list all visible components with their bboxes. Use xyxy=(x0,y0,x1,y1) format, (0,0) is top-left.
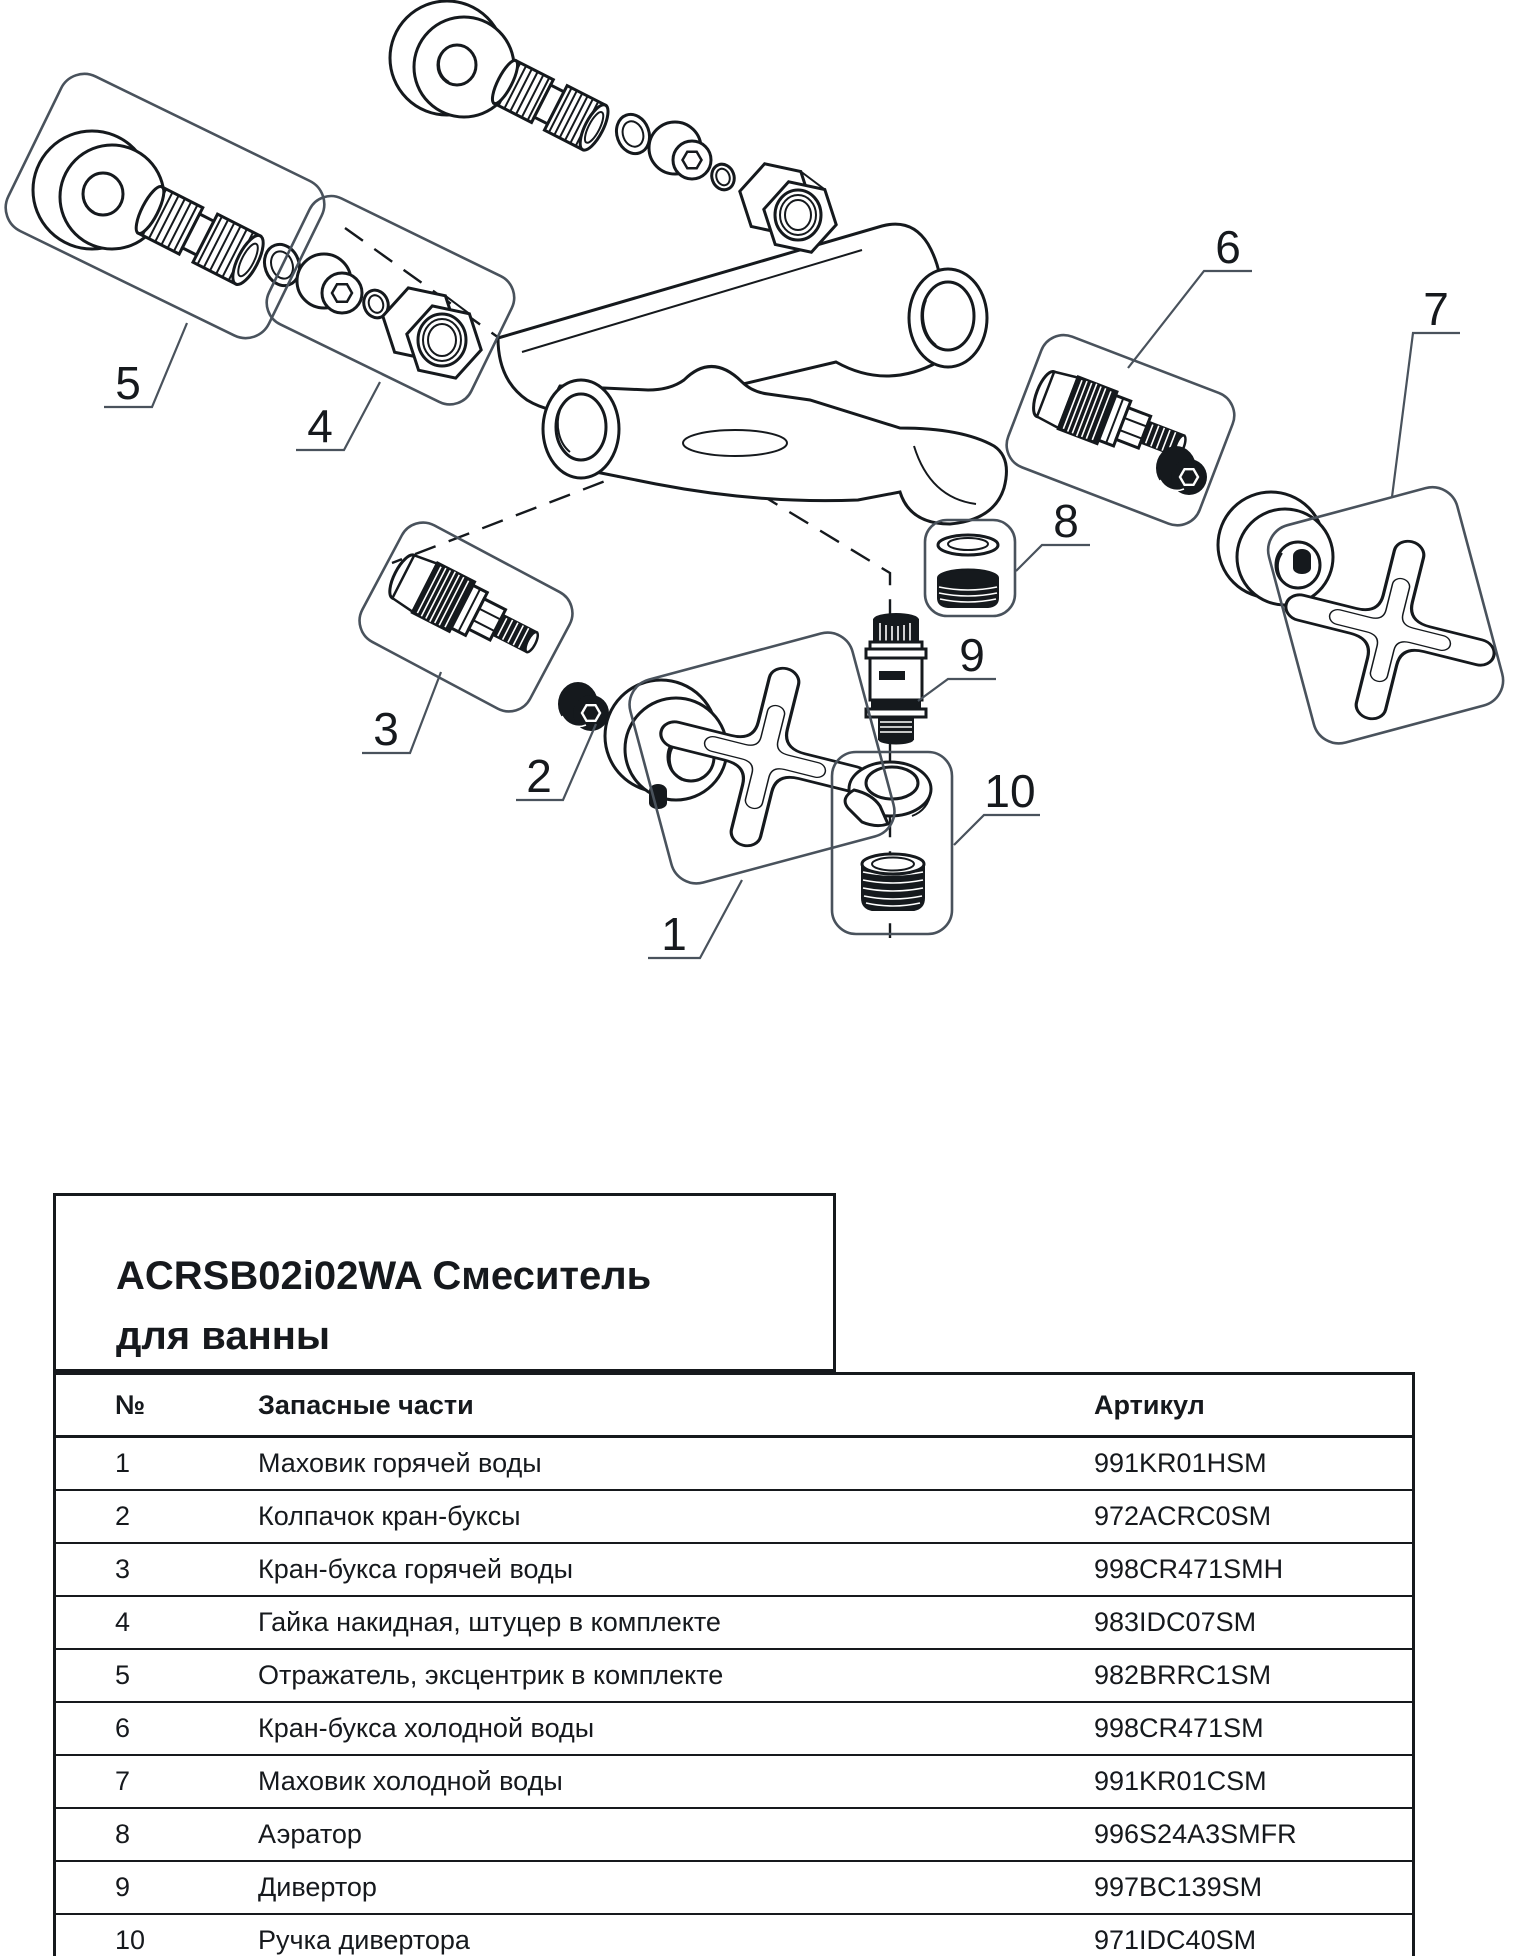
callout-label-10: 10 xyxy=(984,765,1036,817)
col-header-num: № xyxy=(115,1389,146,1420)
parts-table-header xyxy=(56,1375,1412,1436)
cartridge-hot-screw xyxy=(558,682,609,731)
group-box-4 xyxy=(259,188,523,412)
table-row xyxy=(56,1807,1412,1860)
table-row xyxy=(56,1542,1412,1595)
parts-table xyxy=(53,1372,1415,1956)
product-title-line1: ACRSB02i02WA Смеситель xyxy=(116,1254,652,1298)
row-article: 996S24A3SMFR xyxy=(1094,1819,1297,1849)
row-part: Колпачок кран-буксы xyxy=(258,1501,521,1531)
table-row xyxy=(56,1436,1412,1489)
row-article: 991KR01HSM xyxy=(1094,1448,1267,1478)
row-part: Маховик горячей воды xyxy=(258,1448,542,1478)
row-num: 9 xyxy=(115,1872,131,1902)
table-row xyxy=(56,1648,1412,1701)
product-title-line2: для ванны xyxy=(116,1314,331,1358)
row-num: 2 xyxy=(115,1501,131,1531)
cap-ring-cold xyxy=(1218,492,1333,605)
row-num: 8 xyxy=(115,1819,131,1849)
table-row xyxy=(56,1913,1412,1956)
row-num: 4 xyxy=(115,1607,131,1637)
row-part: Аэратор xyxy=(258,1819,362,1849)
row-part: Отражатель, эксцентрик в комплекте xyxy=(258,1660,724,1690)
row-article: 982BRRC1SM xyxy=(1094,1660,1272,1690)
eccentric-hot xyxy=(131,182,270,288)
col-header-article: Артикул xyxy=(1094,1389,1205,1420)
callout-label-3: 3 xyxy=(373,703,399,755)
row-article: 997BC139SM xyxy=(1094,1872,1263,1902)
row-num: 5 xyxy=(115,1660,131,1690)
cartridge-cold-screw xyxy=(1156,446,1207,495)
callout-label-6: 6 xyxy=(1215,221,1241,273)
aerator xyxy=(938,535,998,607)
row-part: Дивертор xyxy=(258,1872,377,1902)
diverter xyxy=(866,614,926,744)
row-num: 6 xyxy=(115,1713,131,1743)
cap-nut-hot xyxy=(383,288,481,378)
row-part: Гайка накидная, штуцер в комплекте xyxy=(258,1607,721,1637)
callout-label-1: 1 xyxy=(661,908,687,960)
col-header-part: Запасные части xyxy=(258,1389,474,1420)
handwheel-cold-screw xyxy=(1293,549,1311,574)
body-left-port xyxy=(543,380,619,478)
row-part: Кран-букса холодной воды xyxy=(258,1713,595,1743)
callout-label-2: 2 xyxy=(526,750,552,802)
table-row xyxy=(56,1595,1412,1648)
row-part: Маховик холодной воды xyxy=(258,1766,563,1796)
row-article: 991KR01CSM xyxy=(1094,1766,1267,1796)
row-article: 972ACRC0SM xyxy=(1094,1501,1272,1531)
row-num: 7 xyxy=(115,1766,131,1796)
row-article: 998CR471SMH xyxy=(1094,1554,1284,1584)
row-num: 1 xyxy=(115,1448,131,1478)
union-fitting-cold xyxy=(649,122,711,179)
callout-label-7: 7 xyxy=(1423,283,1449,335)
cap-nut-cold xyxy=(740,164,836,252)
row-part: Кран-букса горячей воды xyxy=(258,1554,574,1584)
table-row xyxy=(56,1860,1412,1913)
table-row xyxy=(56,1701,1412,1754)
row-num: 3 xyxy=(115,1554,131,1584)
callout-label-9: 9 xyxy=(959,629,985,681)
row-article: 998CR471SM xyxy=(1094,1713,1264,1743)
union-fitting-hot xyxy=(297,254,362,313)
table-row xyxy=(56,1754,1412,1807)
cartridge-hot xyxy=(383,548,548,669)
row-article: 971IDC40SM xyxy=(1094,1925,1257,1955)
row-num: 10 xyxy=(115,1925,146,1955)
product-title-box xyxy=(53,1193,836,1372)
row-part: Ручка дивертора xyxy=(258,1925,470,1955)
faucet-body xyxy=(498,224,1006,524)
o-ring-cold xyxy=(708,161,738,193)
callout-label-4: 4 xyxy=(307,400,333,452)
callout-label-8: 8 xyxy=(1053,495,1079,547)
callout-label-5: 5 xyxy=(115,357,141,409)
body-right-port xyxy=(909,269,987,367)
table-row xyxy=(56,1489,1412,1542)
body-spout xyxy=(552,366,1007,524)
row-article: 983IDC07SM xyxy=(1094,1607,1257,1637)
eccentric-cold xyxy=(487,57,613,154)
